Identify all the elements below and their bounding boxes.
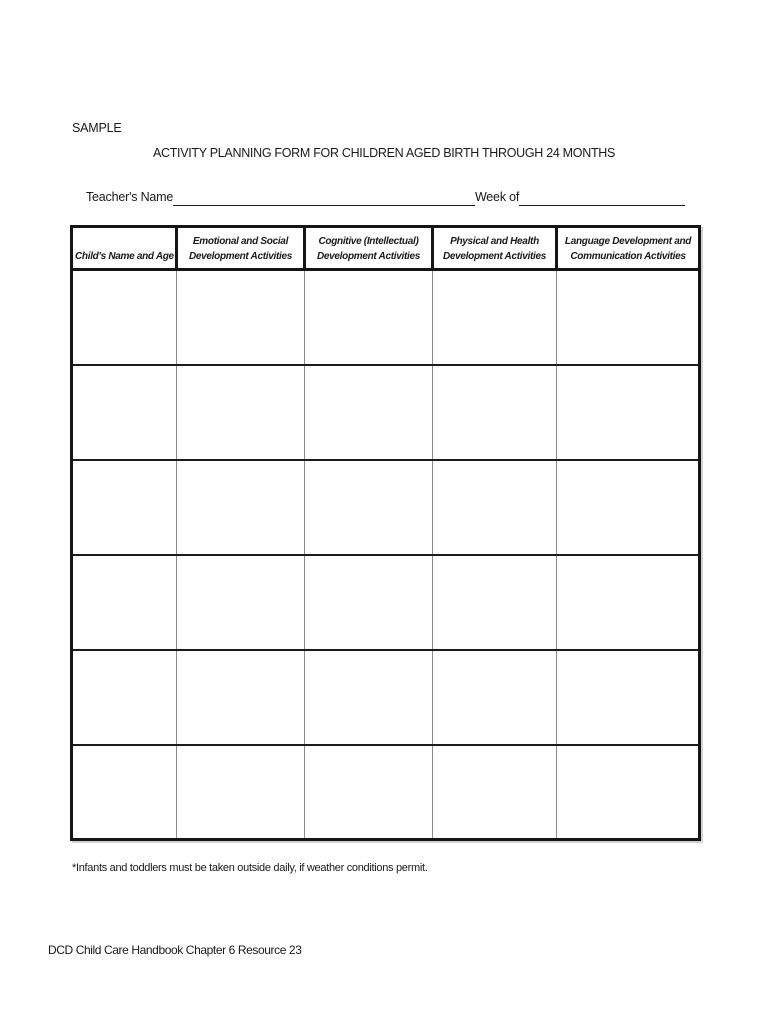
table-body xyxy=(72,270,700,840)
week-of-label: Week of xyxy=(474,190,520,204)
column-header-cognitive-intellectual: Cognitive (Intellectual) Development Activities xyxy=(305,227,433,270)
column-header-language-communication: Language Development and Communication Activities xyxy=(557,227,700,270)
table-cell xyxy=(305,650,433,745)
table-cell xyxy=(557,270,700,365)
table-cell xyxy=(72,270,177,365)
table-cell xyxy=(557,745,700,840)
table-cell xyxy=(177,650,305,745)
table-cell xyxy=(177,365,305,460)
table-header-row xyxy=(72,227,700,270)
table-cell xyxy=(72,460,177,555)
table-cell xyxy=(557,650,700,745)
table-cell xyxy=(305,555,433,650)
column-header-physical-health: Physical and Health Development Activities xyxy=(433,227,557,270)
outdoor-note: *Infants and toddlers must be taken outside daily, if weather conditions permit. xyxy=(72,862,428,874)
table-cell xyxy=(557,460,700,555)
table-cell xyxy=(557,365,700,460)
table-cell xyxy=(433,555,557,650)
table-row xyxy=(72,555,700,650)
table-cell xyxy=(433,365,557,460)
teacher-name-label: Teacher's Name xyxy=(86,190,174,204)
table-row xyxy=(72,365,700,460)
table-cell xyxy=(72,555,177,650)
activity-planning-table xyxy=(70,225,701,841)
table-cell xyxy=(305,460,433,555)
form-title: ACTIVITY PLANNING FORM FOR CHILDREN AGED BIRTH THROUGH 24 MONTHS xyxy=(152,146,616,160)
table-cell xyxy=(177,745,305,840)
table-row xyxy=(72,460,700,555)
table-cell xyxy=(72,365,177,460)
table-cell xyxy=(72,745,177,840)
teacher-week-row xyxy=(86,188,685,206)
week-of-field xyxy=(519,188,685,206)
teacher-name-field xyxy=(173,188,475,206)
table-cell xyxy=(557,555,700,650)
table-cell xyxy=(305,365,433,460)
table-row xyxy=(72,650,700,745)
table-cell xyxy=(433,270,557,365)
column-header-emotional-social: Emotional and Social Development Activities xyxy=(177,227,305,270)
table-cell xyxy=(305,270,433,365)
table-cell xyxy=(177,555,305,650)
table-cell xyxy=(305,745,433,840)
table-row xyxy=(72,270,700,365)
table-cell xyxy=(433,745,557,840)
table-cell xyxy=(177,460,305,555)
table-cell xyxy=(177,270,305,365)
footer-reference: DCD Child Care Handbook Chapter 6 Resource 23 xyxy=(48,943,302,957)
sample-watermark-label: SAMPLE xyxy=(72,121,122,135)
table-cell xyxy=(72,650,177,745)
table-row xyxy=(72,745,700,840)
table-cell xyxy=(433,460,557,555)
table-cell xyxy=(433,650,557,745)
column-header-child-name-age: Child's Name and Age xyxy=(72,227,177,270)
